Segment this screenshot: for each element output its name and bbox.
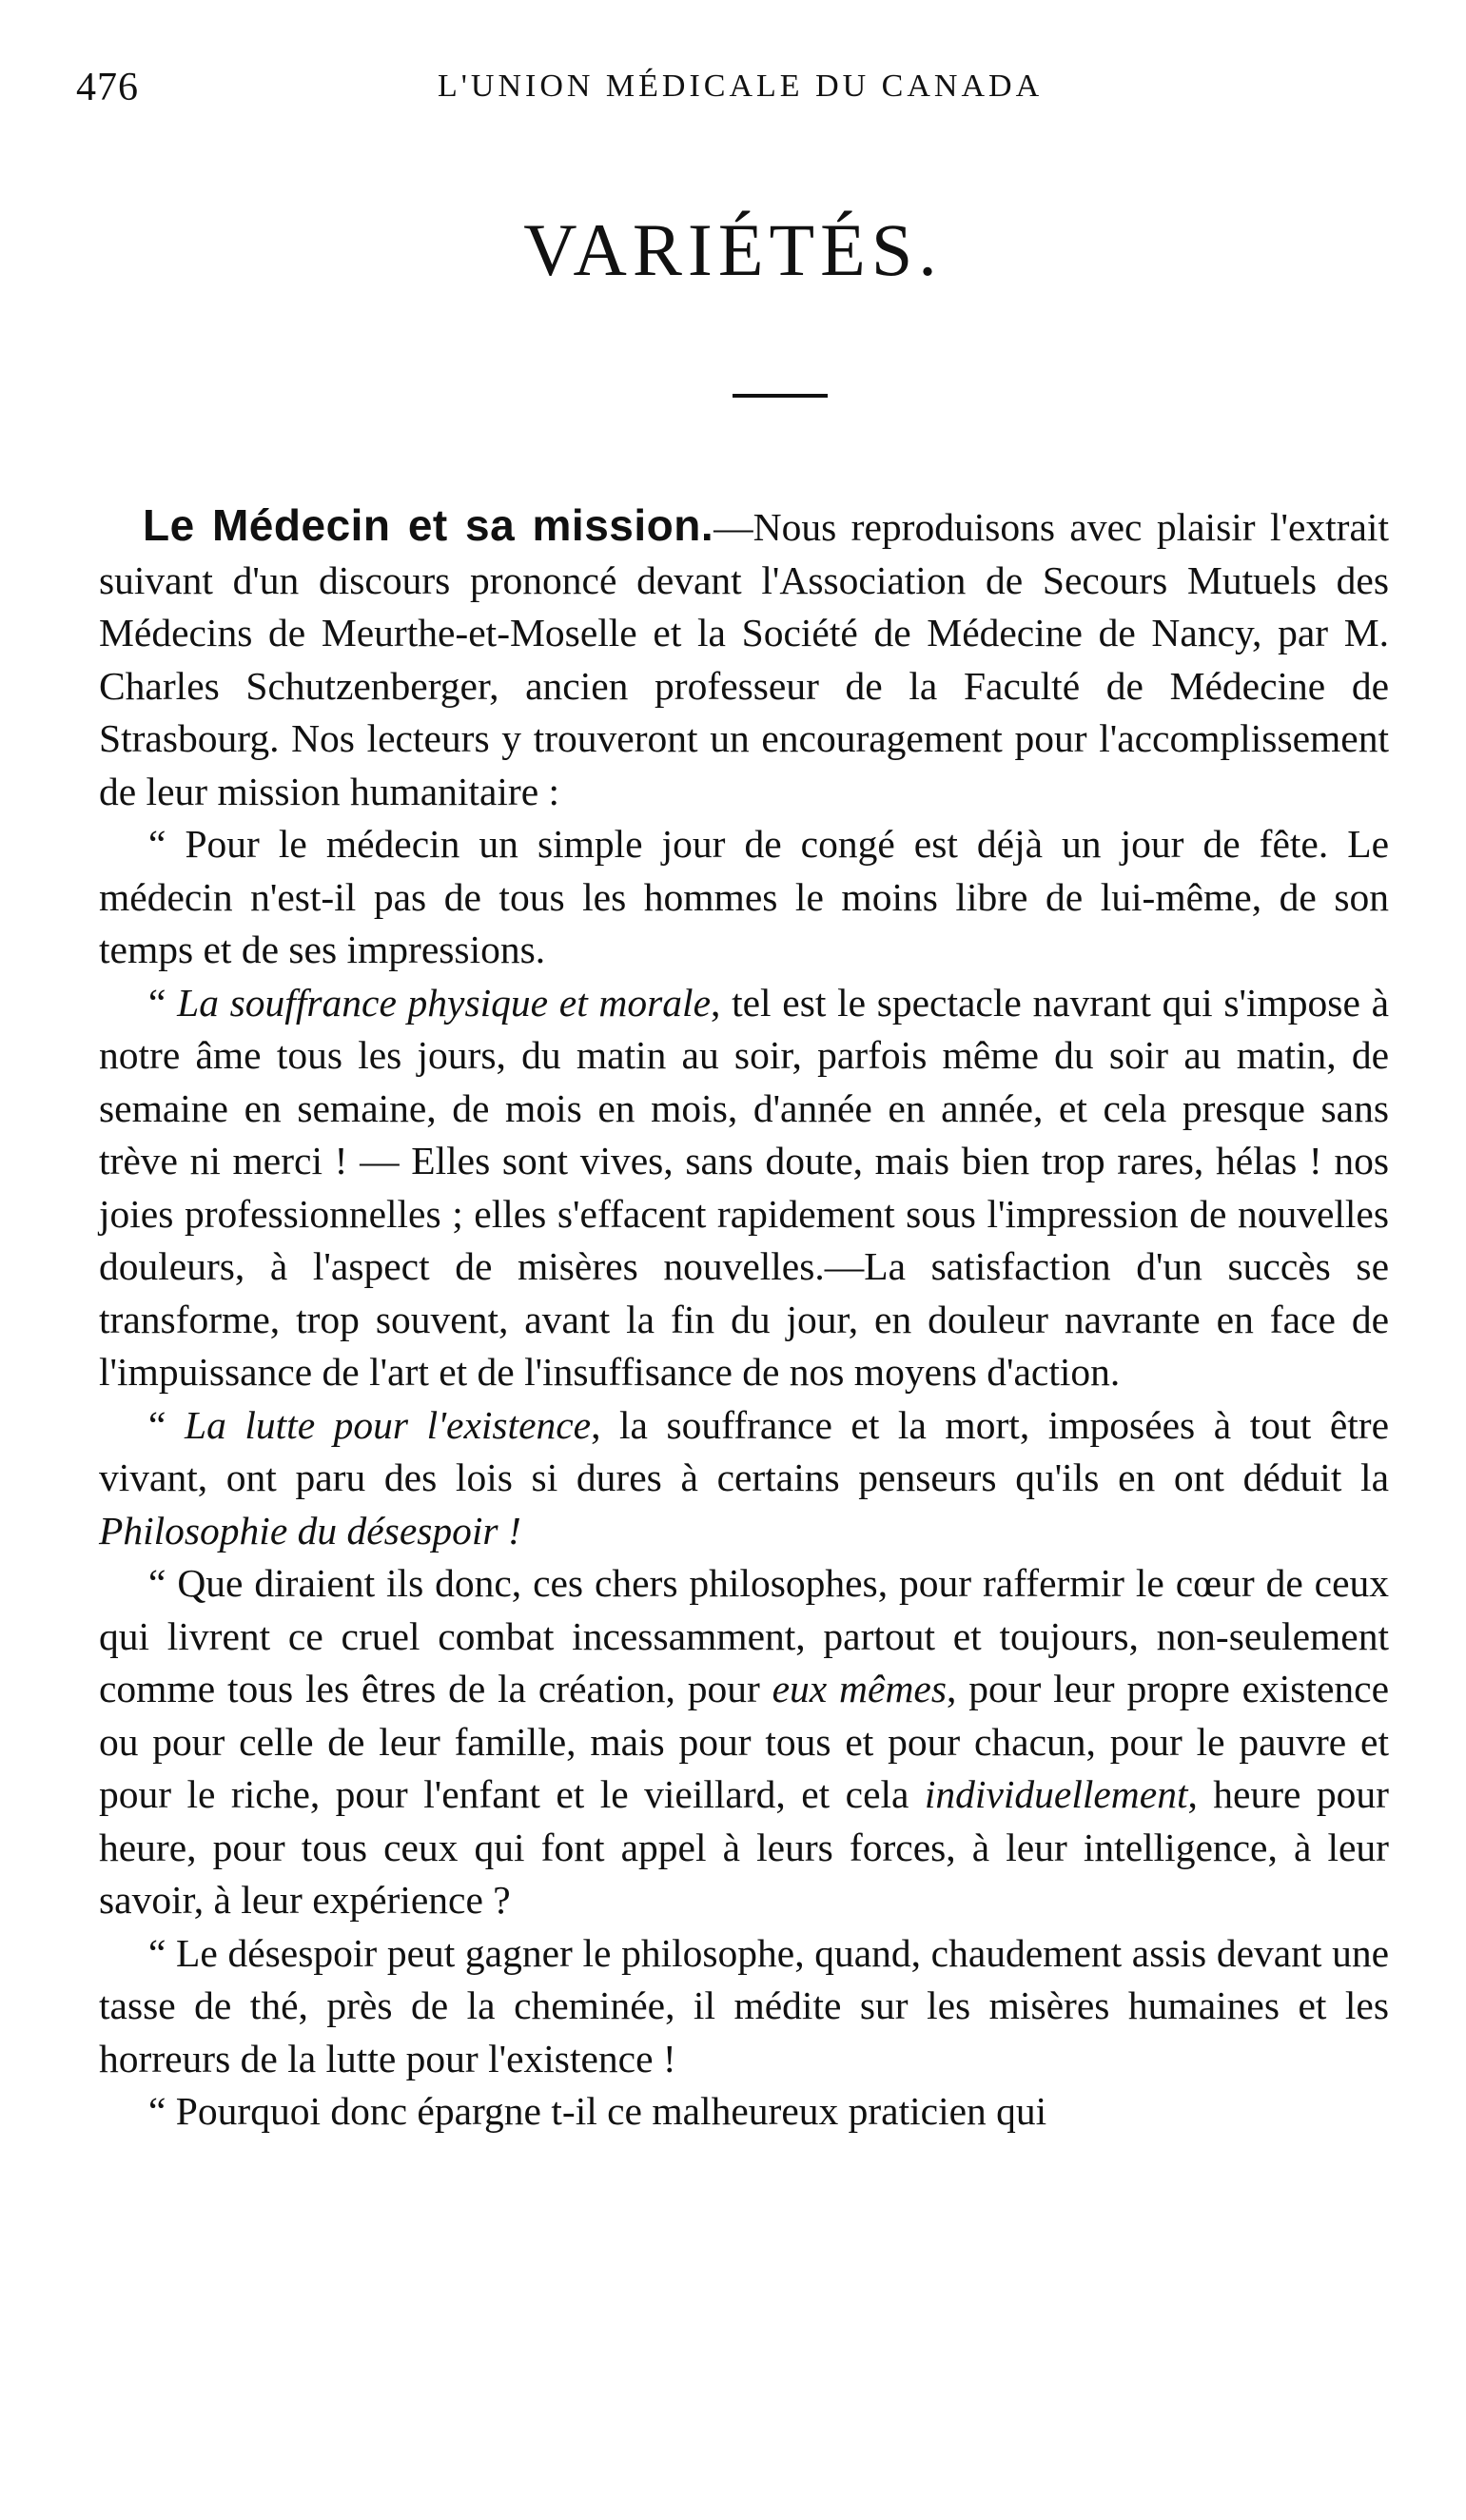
- quote-paragraph-2: [99, 977, 1389, 1399]
- quote-paragraph-1: “ Pour le médecin un simple jour de congé est déjà un jour de fête. Le médecin n'est-il pas de tous les hommes le moins libre de lui-même, de son temps et de ses impressions.: [99, 822, 1389, 971]
- page-header: [76, 65, 1408, 122]
- page-number: 476: [76, 66, 139, 109]
- paragraph-text: , la souffrance et la mort, imposées à tout être vivant, ont paru des lois si dures à certains penseurs qu'ils en ont déduit la: [99, 1402, 1390, 1499]
- paragraph-text: , tel est le spectacle navrant qui s'impose à notre âme tous les jours, du matin au soir, parfois même du soir au matin, de semaine en semaine, de mois en mois, d'année en année, et cela presque sans trève ni merci ! — Elles sont vives, sans doute, mais bien trop rares, hélas ! nos joies professionnelles ; elles s'effacent rapidement sous l'impression de nouvelles douleurs, à l'aspect de misères nouvelles.—La satisfaction d'un succès se transforme, trop souvent, avant la fin du jour, en douleur navrante en face de l'impuissance de l'art et de l'insuffisance de nos moyens d'action.: [99, 980, 1389, 1394]
- quote-paragraph-3: [99, 1399, 1389, 1558]
- quote-paragraph-6: “ Pourquoi donc épargne t-il ce malheureux praticien qui: [148, 2089, 1047, 2133]
- italic-phrase: La souffrance physique et morale: [177, 980, 712, 1025]
- quote-paragraph-5: “ Le désespoir peut gagner le philosophe, quand, chaudement assis devant une tasse de thé, près de la cheminée, il médite sur les misères humaines et les horreurs de la lutte pour l'existence !: [99, 1930, 1389, 2080]
- article-intro: —Nous reproduisons avec plaisir l'extrait suivant d'un discours prononcé devant l'Association de Secours Mutuels des Médecins de Meurthe-et-Moselle et la Société de Médecine de Nancy, par M. Charles Schutzenberger, ancien professeur de la Faculté de Médecine de Strasbourg. Nos lecteurs y trouveront un encouragement pour l'accomplissement de leur mission humanitaire :: [99, 505, 1389, 813]
- italic-phrase: Philosophie du désespoir !: [99, 1508, 521, 1553]
- italic-phrase: individuellement: [924, 1772, 1188, 1816]
- open-quote: “: [148, 1402, 185, 1447]
- paragraph-text: , heure pour heure, pour tous ceux qui font appel à leurs forces, à leur intelligence, à leur savoir, à leur expérience ?: [99, 1772, 1389, 1922]
- paragraph-text: “ Que diraient ils donc, ces chers philosophes, pour raffermir le cœur de ceux qui livrent ce cruel combat incessamment, partout et toujours, non-seulement comme tous les êtres de la création, pour: [99, 1561, 1389, 1710]
- italic-phrase: La lutte pour l'existence: [184, 1402, 592, 1447]
- quote-paragraph-4: [99, 1557, 1389, 1927]
- italic-phrase: eux mêmes: [772, 1667, 947, 1710]
- title-divider: [733, 394, 828, 398]
- running-title: L'UNION MÉDICALE DU CANADA: [438, 68, 1044, 104]
- article-intro-paragraph: [99, 499, 1389, 818]
- section-title: VARIÉTÉS.: [523, 208, 943, 291]
- paragraph-text: , pour leur propre existence ou pour celle de leur famille, mais pour tous et pour chacun, pour le pauvre et pour le riche, pour l'enfant et le vieillard, et cela: [99, 1667, 1389, 1816]
- article-heading: Le Médecin et sa mission.: [143, 500, 714, 550]
- article-body: [99, 499, 1389, 2139]
- open-quote: “: [148, 980, 178, 1025]
